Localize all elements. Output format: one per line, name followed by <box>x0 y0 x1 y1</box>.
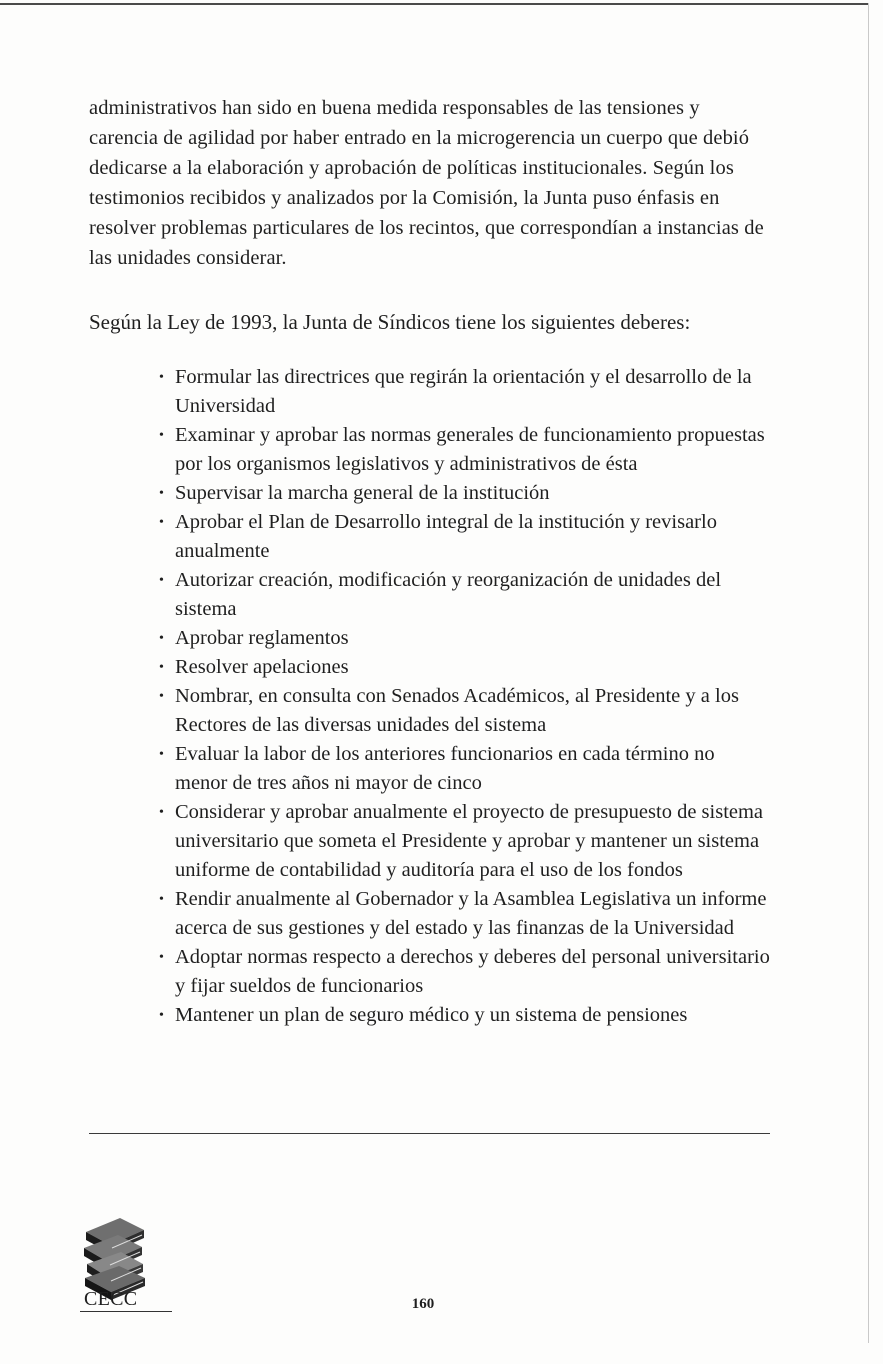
duty-text: Supervisar la marcha general de la institución <box>175 482 550 504</box>
logo-underline <box>80 1311 172 1312</box>
bullet: • <box>159 747 164 762</box>
duty-text: Rendir anualmente al Gobernador y la Asamblea Legislativa un informe acerca de sus gestiones y del estado y las finanzas de la Universidad <box>175 888 767 939</box>
duty-text: Aprobar el Plan de Desarrollo integral de la institución y revisarlo anualmente <box>175 511 717 562</box>
duty-text: Considerar y aprobar anualmente el proyecto de presupuesto de sistema universitario que someta el Presidente y aprobar y mantener un sistema uniforme de contabilidad y auditoría para el uso de los fondos <box>175 801 764 881</box>
footer-rule <box>89 1133 770 1134</box>
duty-item <box>158 653 770 682</box>
bullet: • <box>159 805 164 820</box>
duty-text: Autorizar creación, modificación y reorganización de unidades del sistema <box>175 569 722 620</box>
top-border-line <box>0 3 868 5</box>
bullet: • <box>159 660 164 675</box>
duty-text: Aprobar reglamentos <box>175 627 349 649</box>
bullet: • <box>159 573 164 588</box>
duty-item <box>158 479 770 508</box>
duty-text: Adoptar normas respecto a derechos y deberes del personal universitario y fijar sueldos de funcionarios <box>175 946 770 997</box>
duty-item <box>158 566 770 624</box>
duty-item <box>158 885 770 943</box>
bullet: • <box>159 1008 164 1023</box>
duties-list <box>158 363 770 1030</box>
duty-text: Evaluar la labor de los anteriores funcionarios en cada término no menor de tres años ni mayor de cinco <box>175 743 715 794</box>
page-right-edge <box>868 3 869 1343</box>
duty-item <box>158 943 770 1001</box>
duties-heading: Según la Ley de 1993, la Junta de Síndicos tiene los siguientes deberes: <box>89 310 691 334</box>
bullet: • <box>159 631 164 646</box>
bullet: • <box>159 370 164 385</box>
duty-item <box>158 363 770 421</box>
bullet: • <box>159 950 164 965</box>
page-number: 160 <box>411 1296 435 1312</box>
duty-text: Resolver apelaciones <box>175 656 349 678</box>
bullet: • <box>159 486 164 501</box>
duty-item <box>158 798 770 885</box>
bullet: • <box>159 428 164 443</box>
cecc-logo-text: CECC <box>84 1288 138 1310</box>
intro-paragraph: administrativos han sido en buena medida responsables de las tensiones y carencia de agilidad por haber entrado en la microgerencia un cuerpo que debió dedicarse a la elaboración y aprobación de políticas institucionales. Según los testimonios recibidos y analizados por la Comisión, la Junta puso énfasis en resolver problemas particulares de los recintos, que correspondían a instancias de las unidades considerar. <box>89 97 764 269</box>
duty-item <box>158 1001 770 1030</box>
bullet: • <box>159 892 164 907</box>
duty-text: Mantener un plan de seguro médico y un sistema de pensiones <box>175 1004 688 1026</box>
duty-item <box>158 421 770 479</box>
duty-text: Examinar y aprobar las normas generales de funcionamiento propuestas por los organismos legislativos y administrativos de ésta <box>175 424 765 475</box>
duty-item <box>158 624 770 653</box>
duty-item <box>158 740 770 798</box>
duty-text: Nombrar, en consulta con Senados Académicos, al Presidente y a los Rectores de las diversas unidades del sistema <box>175 685 739 736</box>
duty-text: Formular las directrices que regirán la orientación y el desarrollo de la Universidad <box>175 366 752 417</box>
duty-item <box>158 508 770 566</box>
bullet: • <box>159 689 164 704</box>
duty-item <box>158 682 770 740</box>
bullet: • <box>159 515 164 530</box>
